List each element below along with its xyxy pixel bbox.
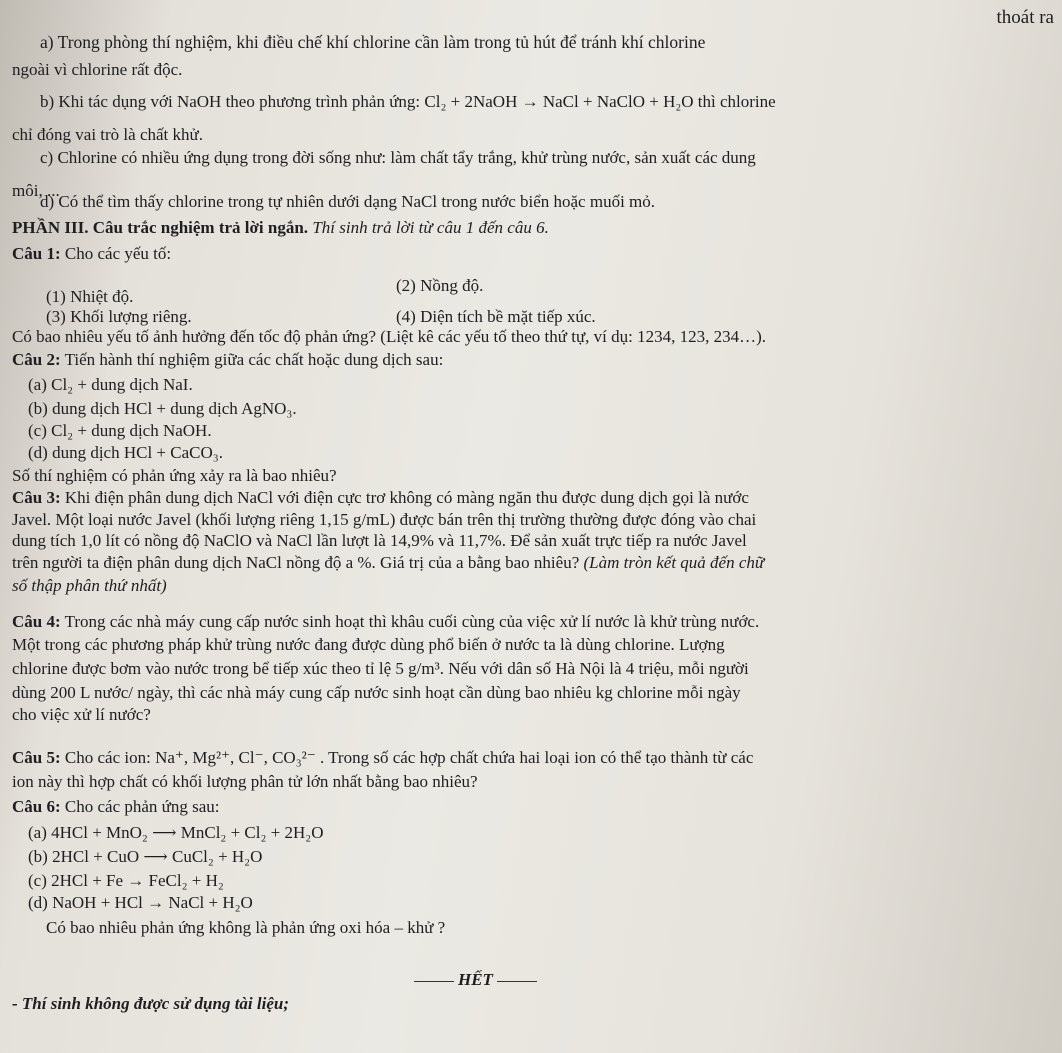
text-line-l4: môi, ... xyxy=(12,181,60,200)
end-mark: HẾT xyxy=(410,970,541,990)
text-line-q3b: Javel. Một loại nước Javel (khối lượng riêng 1,15 g/mL) được bán trên thị trường thường được đóng vào chai xyxy=(12,510,757,529)
q6-reaction-a: (a) 4HCl + MnO₂ ⟶ MnCl₂ + Cl₂ + 2H₂O xyxy=(28,823,324,842)
text-line-q1b: Có bao nhiêu yếu tố ảnh hưởng đến tốc độ phản ứng? (Liệt kê các yếu tố theo thứ tự, ví dụ: 1234, 123, 234…). xyxy=(12,327,767,346)
question-5-label: Câu 5: xyxy=(12,748,61,767)
end-rule-left xyxy=(414,981,454,982)
question-1-label: Câu 1: xyxy=(12,244,61,263)
text-line-s2a: (3) Khối lượng riêng. xyxy=(46,307,192,326)
footer-note: - Thí sinh không được sử dụng tài liệu; xyxy=(12,994,289,1013)
text-line-l2: ngoài vì chlorine rất độc. xyxy=(12,60,183,79)
q2-item-c: (c) Cl₂ + dung dịch NaOH. xyxy=(28,421,212,440)
text-line-l1: thoát ra xyxy=(996,7,1054,28)
text-line-s2b: (4) Diện tích bề mặt tiếp xúc. xyxy=(396,307,596,326)
end-rule-right xyxy=(497,981,537,982)
text-line-l3: chỉ đóng vai trò là chất khử. xyxy=(12,125,203,144)
part3-heading: PHẦN III. Câu trắc nghiệm trả lời ngắn. Thí sinh trả lời từ câu 1 đến câu 6. xyxy=(12,218,549,237)
statement-d: d) Có thể tìm thấy chlorine trong tự nhiên dưới dạng NaCl trong nước biển hoặc muối mỏ. xyxy=(40,192,656,211)
q3-line-4: trên người ta điện phân dung dịch NaCl nồng độ a %. Giá trị của a bằng bao nhiêu? (Làm tròn kết quả đến chữ xyxy=(12,553,765,572)
q2-item-a: (a) Cl₂ + dung dịch NaI. xyxy=(28,375,193,394)
q6-reaction-b: (b) 2HCl + CuO ⟶ CuCl₂ + H₂O xyxy=(28,847,263,866)
question-2-label: Câu 2: xyxy=(12,350,61,369)
equation-chlorine-naoh: Cl₂ + 2NaOH → NaCl + NaClO + H₂O xyxy=(424,92,694,111)
statement-b: b) Khi tác dụng với NaOH theo phương trình phản ứng: Cl₂ + 2NaOH → NaCl + NaClO + H₂O thì chlorine xyxy=(40,92,776,111)
q6-reaction-d: (d) NaOH + HCl → NaCl + H₂O xyxy=(28,893,253,912)
question-5: Câu 5: Cho các ion: Na⁺, Mg²⁺, Cl⁻, CO₃²⁻ . Trong số các hợp chất chứa hai loại ion có thể tạo thành từ các xyxy=(12,748,754,767)
question-3: Câu 3: Khi điện phân dung dịch NaCl với điện cực trơ không có màng ngăn thu được dung dịch gọi là nước xyxy=(12,488,749,507)
text-line-q5b: ion này thì hợp chất có khối lượng phân tử lớn nhất bằng bao nhiêu? xyxy=(12,772,478,791)
text-line-q2d: Số thí nghiệm có phản ứng xảy ra là bao nhiêu? xyxy=(12,466,337,485)
statement-a: a) Trong phòng thí nghiệm, khi điều chế khí chlorine cần làm trong tủ hút để tránh khí chlorine xyxy=(40,32,706,52)
q3-line-5: số thập phân thứ nhất) xyxy=(12,576,167,595)
q4-line-3: chlorine được bơm vào nước trong bể tiếp xúc theo tỉ lệ 5 g/m³. Nếu với dân số Hà Nội là 4 triệu, mỗi người xyxy=(12,659,749,678)
statement-c: c) Chlorine có nhiều ứng dụng trong đời sống như: làm chất tẩy trắng, khử trùng nước, sản xuất các dung xyxy=(40,148,756,167)
question-4-label: Câu 4: xyxy=(12,612,61,631)
question-2: Câu 2: Tiến hành thí nghiệm giữa các chất hoặc dung dịch sau: xyxy=(12,350,444,369)
question-4: Câu 4: Trong các nhà máy cung cấp nước sinh hoạt thì khâu cuối cùng của việc xử lí nước là khử trùng nước. xyxy=(12,612,760,631)
q6-reaction-c: (c) 2HCl + Fe → FeCl₂ + H₂ xyxy=(28,871,224,890)
text-line-q4e: cho việc xử lí nước? xyxy=(12,705,151,724)
question-3-label: Câu 3: xyxy=(12,488,61,507)
question-6-label: Câu 6: xyxy=(12,797,61,816)
text-line-q6q: Có bao nhiêu phản ứng không là phản ứng oxi hóa – khử ? xyxy=(46,918,446,937)
question-6: Câu 6: Cho các phản ứng sau: xyxy=(12,797,220,816)
q2-item-d: (d) dung dịch HCl + CaCO₃. xyxy=(28,443,223,462)
q1-option-1: (1) Nhiệt độ. xyxy=(46,287,134,306)
text-line-q3c: dung tích 1,0 lít có nồng độ NaClO và NaCl lần lượt là 14,9% và 11,7%. Để sản xuất trực tiếp ra nước Javel xyxy=(12,531,747,550)
q2-item-b: (b) dung dịch HCl + dung dịch AgNO₃. xyxy=(28,399,297,418)
question-1: Câu 1: Cho các yếu tố: xyxy=(12,244,172,263)
text-line-q4d: dùng 200 L nước/ ngày, thì các nhà máy cung cấp nước sinh hoạt cần dùng bao nhiêu kg chlorine mỗi ngày xyxy=(12,683,741,702)
q1-option-2: (2) Nồng độ. xyxy=(396,276,484,295)
text-line-q4b: Một trong các phương pháp khử trùng nước đang được dùng phổ biến ở nước ta là dùng chlorine. Lượng xyxy=(12,635,725,654)
